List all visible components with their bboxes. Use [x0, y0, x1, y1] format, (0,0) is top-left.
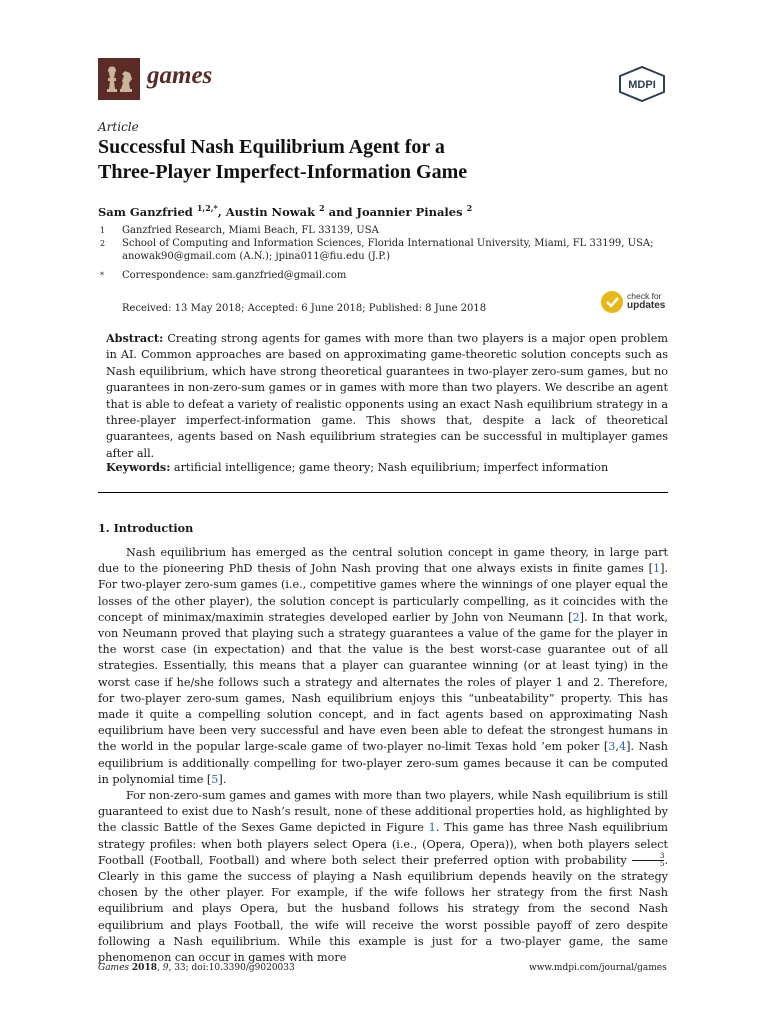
fraction [632, 853, 664, 868]
check-updates-text [627, 292, 665, 310]
footer-article-number: 33 [174, 963, 186, 973]
journal-name: games [147, 62, 213, 89]
check-updates-line2: updates [627, 300, 666, 311]
article-type: Article [98, 120, 139, 134]
figure-link[interactable]: 1 [428, 821, 436, 835]
footer-volume: 9 [162, 963, 169, 973]
footer-doi[interactable]: doi:10.3390/g9020033 [191, 963, 295, 973]
paragraph-2 [98, 788, 668, 966]
mdpi-logo-text: MDPI [628, 79, 656, 91]
author-separator: and [324, 204, 357, 219]
affiliation-item [100, 269, 662, 282]
author-name: Austin Nowak [225, 204, 316, 219]
text-run: ]. In that work, von Neumann proved that playing such a strategy guarantees a value of the game for the player in the worst case (in expectation) and that the value is the best worst-case guarantee out of all strategies. Essentially, this means that a player can guarantee winning (or at least tying) in the worst case if he/she follows such a strategy and alternates the roles of player 1 and 2. Therefore, for two-player zero-sum games, Nash equilibrium enjoys this “unbeatability” property. This has made it quite a compelling solution concept, and in fact agents based on approximating Nash equilibrium have been very successful and have even been able to defeat the strongest humans in the world in the popular large-scale game of two-player no-limit Texas hold ’em poker [ [98, 610, 668, 754]
citation-link[interactable]: 2 [572, 610, 580, 624]
correspondence-text: Correspondence: sam.ganzfried@gmail.com [122, 270, 347, 281]
article-title [98, 135, 678, 185]
text-run: ]. [218, 772, 227, 786]
affiliation-mark: * [100, 271, 104, 280]
abstract [106, 330, 668, 462]
footer-citation: Games 2018, 9, 33; doi:10.3390/g9020033 [98, 963, 295, 973]
checkmark-icon [601, 291, 623, 313]
author-affiliation-mark: 2 [319, 203, 325, 213]
citation-link[interactable]: 5 [211, 772, 219, 786]
affiliation-item [100, 237, 662, 263]
keywords [106, 459, 668, 476]
affiliation-text: Ganzfried Research, Miami Beach, FL 33139, USA [122, 225, 379, 236]
affiliation-mark: 2 [100, 239, 106, 248]
author-separator: , [217, 204, 226, 219]
mdpi-logo [617, 66, 667, 102]
author-list [98, 203, 472, 219]
title-line-1: Successful Nash Equilibrium Agent for a [98, 136, 445, 158]
section-divider [98, 492, 668, 493]
text-run: ]. Nash equilibrium is additionally compelling for two-player zero-sum games because it can be computed in polynomial time [ [98, 740, 669, 786]
fraction-denominator: 5 [659, 860, 665, 869]
publication-dates: Received: 13 May 2018; Accepted: 6 June 2018; Published: 8 June 2018 [122, 303, 487, 314]
footer-journal: Games [98, 963, 130, 973]
text-run: Nash equilibrium has emerged as the central solution concept in game theory, in large part due to the pioneering PhD thesis of John Nash proving that one always exists in finite games [ [98, 546, 668, 576]
check-updates-line1: check for [627, 291, 662, 301]
title-line-2: Three-Player Imperfect-Information Game [98, 161, 468, 183]
footer-url[interactable]: www.mdpi.com/journal/games [529, 963, 667, 973]
affiliation-text: School of Computing and Information Sciences, Florida International University, Miami, FL 33199, USA; anowak90@gmail.com (A.N.); jpina011@fiu.edu (J.P.) [122, 238, 654, 262]
fraction-numerator: 3 [632, 853, 664, 861]
abstract-label: Abstract: [106, 331, 164, 345]
citation-link[interactable]: 3 [608, 740, 616, 754]
abstract-text: Creating strong agents for games with more than two players is a major open problem in AI. Common approaches are based on approximating game-theoretic solution concepts such as Nash equilibrium, which have strong theoretical guarantees in two-player zero-sum games, but no guarantees in non-zero-sum games or in games with more than two players. We describe an agent that is able to defeat a variety of realistic opponents using an exact Nash equilibrium strategy in a three-player imperfect-information game. This shows that, despite a lack of theoretical guarantees, agents based on Nash equilibrium strategies can be successful in multiplayer games after all. [106, 332, 668, 460]
body-paragraphs [98, 545, 668, 966]
citation-link[interactable]: 1 [652, 562, 661, 576]
footer-year: 2018 [131, 963, 157, 973]
author-name: Joannier Pinales [356, 204, 463, 219]
text-run: For non-zero-sum games and games with more than two players, while Nash equilibrium is still guaranteed to exist due to Nash’s result, none of these additional properties hold, as highlighted by the classic Battle of the Sexes Game depicted in Figure [98, 789, 668, 835]
text-run: . Clearly in this game the success of playing a Nash equilibrium depends heavily on the strategy chosen by the other player. For example, if the wife follows her strategy from the first Nash equilibrium and plays Opera, but the husband follows his strategy from the second Nash equilibrium and plays Football, the wife will receive the worst possible payoff of zero despite following a Nash equilibrium. While this example is just for a two-player game, the same phenomenon can occur in games with more [98, 853, 668, 965]
keywords-label: Keywords: [106, 460, 171, 474]
text-run: . This game has three Nash equilibrium strategy profiles: when both players select Opera (i.e., (Opera, Opera)), when both players select Football (Football, Football) and where both select their preferred option with probability [98, 821, 668, 867]
affiliation-mark: 1 [100, 226, 106, 235]
text-run: , [615, 740, 619, 754]
author-affiliation-mark: 1,2,* [196, 203, 218, 213]
citation-link[interactable]: 4 [618, 740, 627, 754]
paragraph-1 [98, 545, 668, 788]
affiliation-item [100, 224, 662, 237]
check-for-updates-badge[interactable] [601, 291, 673, 317]
author-affiliation-mark: 2 [466, 203, 473, 213]
section-heading: 1. Introduction [98, 521, 194, 535]
author-name: Sam Ganzfried [98, 204, 193, 219]
text-run: ]. For two-player zero-sum games (i.e., competitive games where the winnings of one player equal the losses of the other player), the solution concept is particularly compelling, as it coincides with the concept of minimax/maximin strategies developed earlier by John von Neumann [ [98, 562, 668, 624]
keywords-text: artificial intelligence; game theory; Nash equilibrium; imperfect information [170, 461, 609, 474]
journal-logo [98, 58, 140, 100]
